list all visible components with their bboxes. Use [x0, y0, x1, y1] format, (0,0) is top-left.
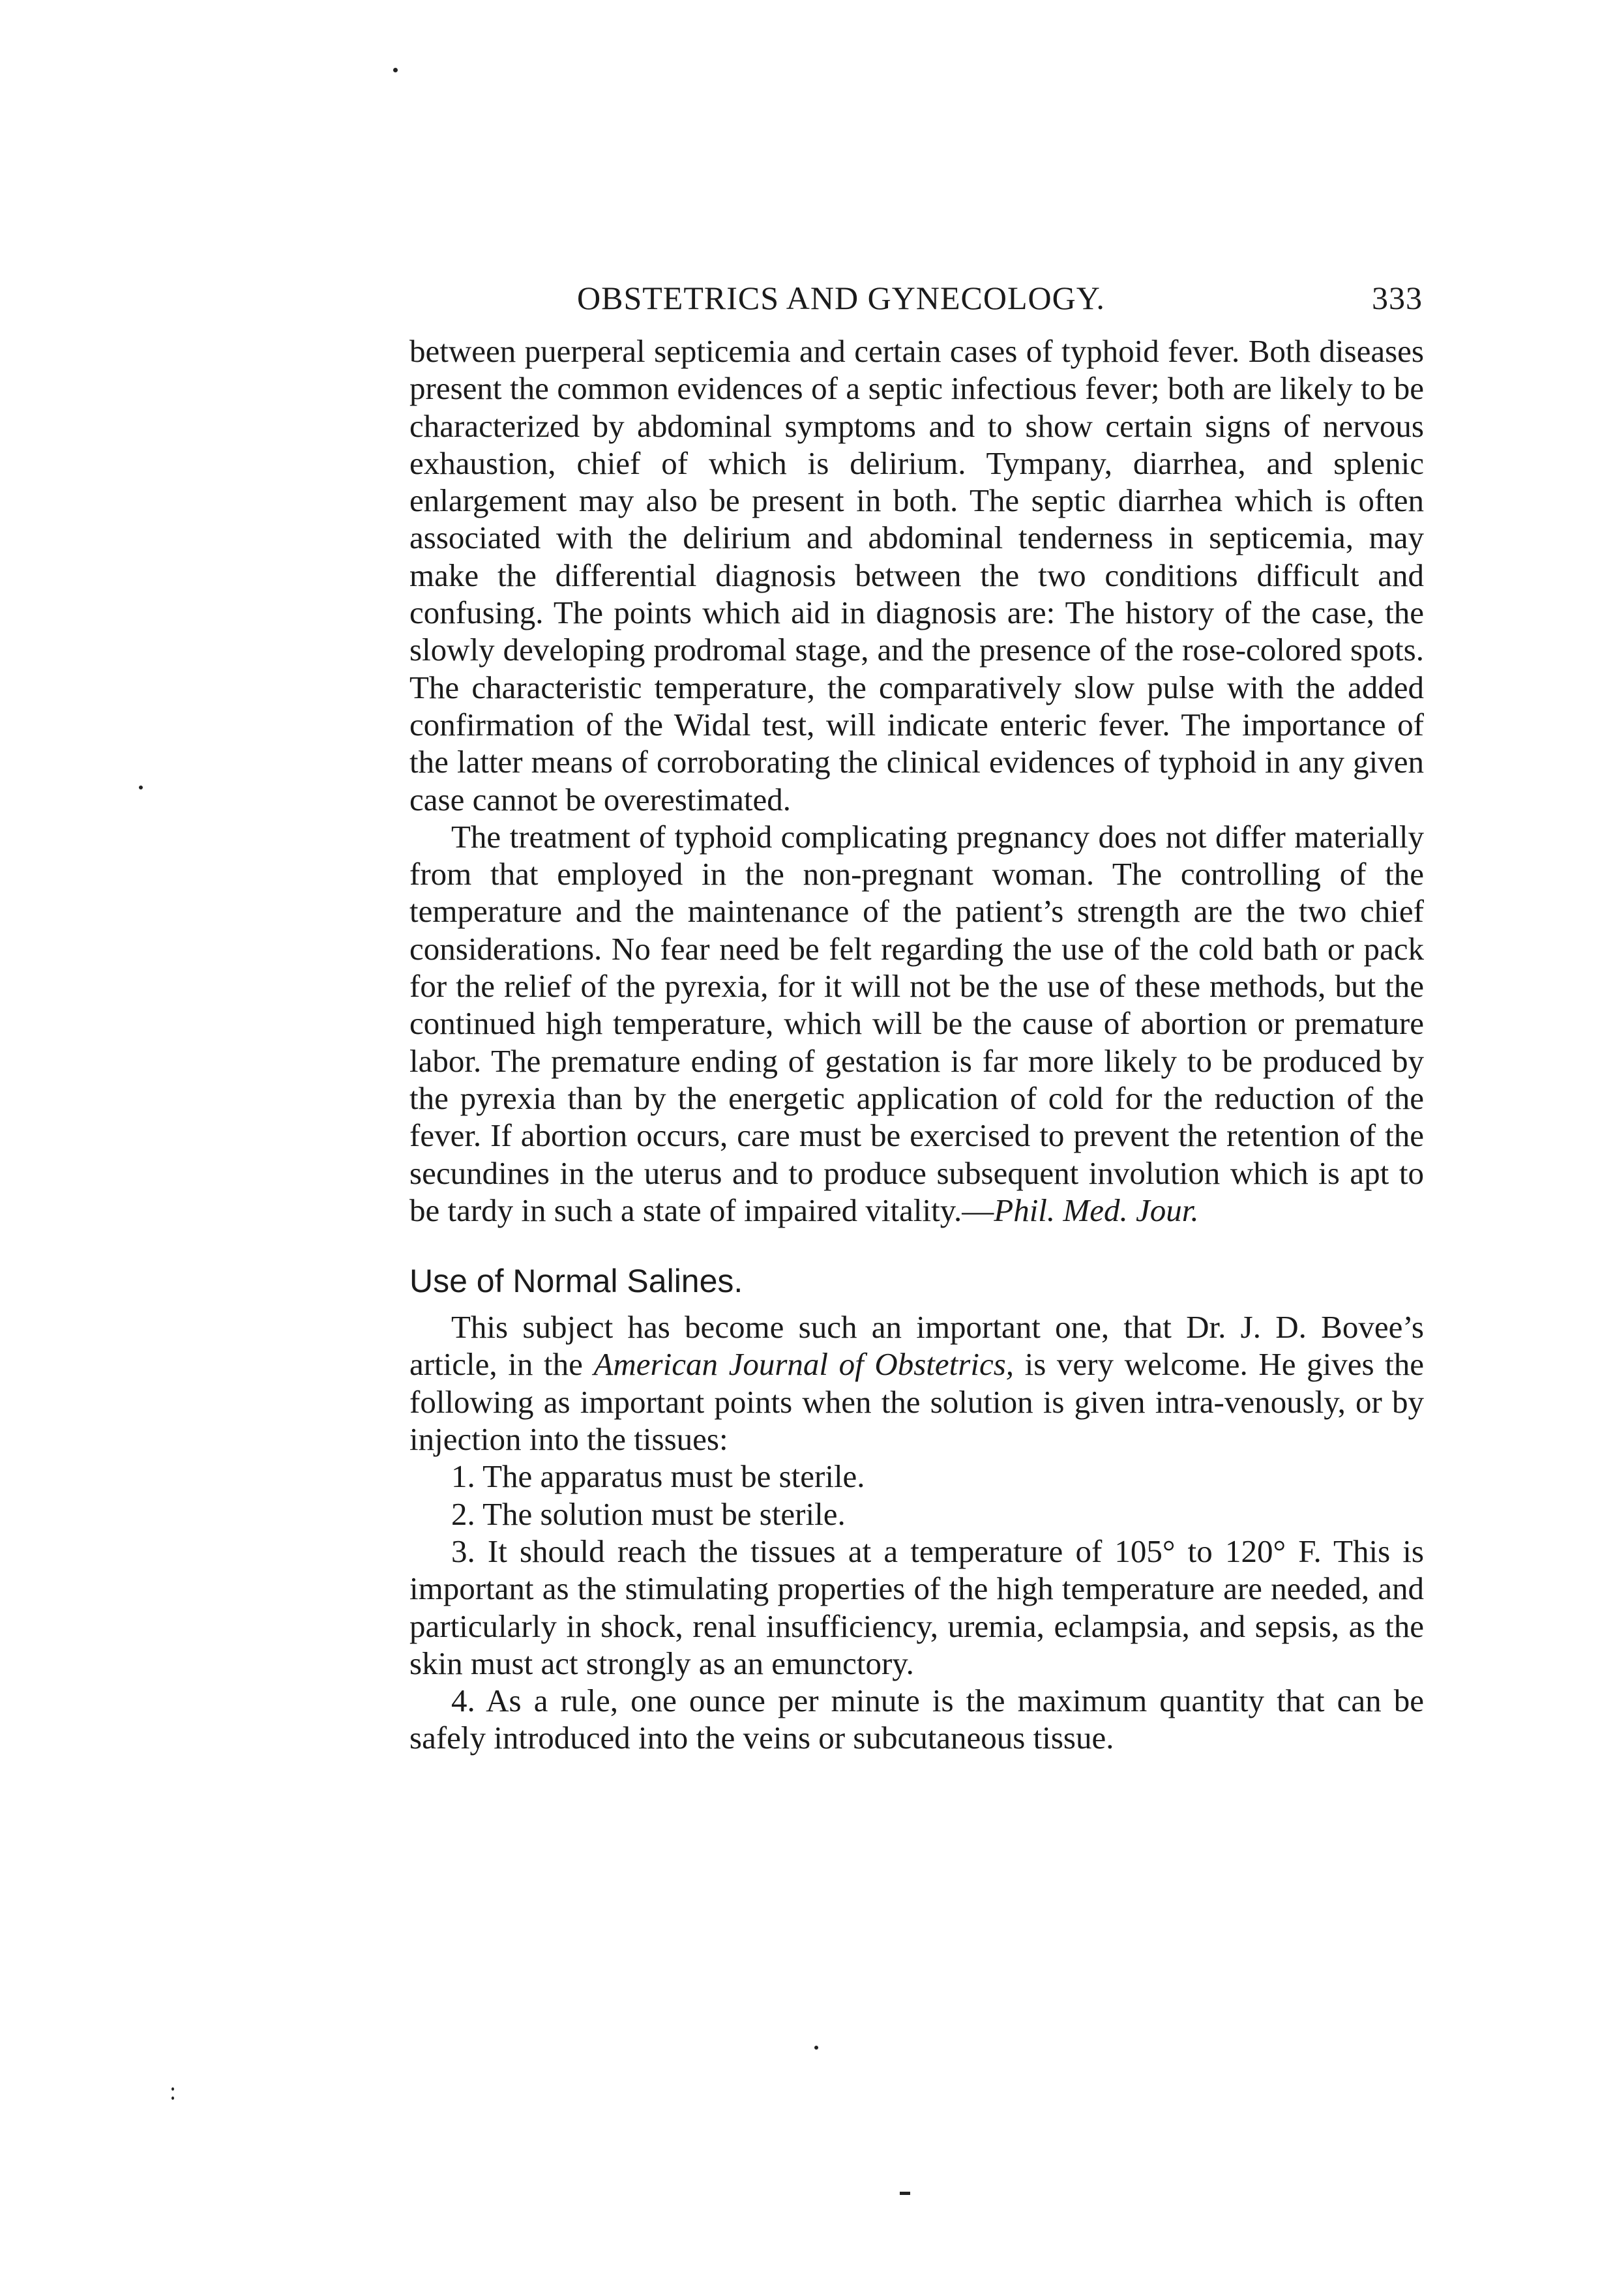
section-intro-start: This subject has become such an important one, that Dr. J. D. Bovee’s article, in the: [409, 1309, 1424, 1383]
page-number: 333: [1372, 280, 1423, 316]
list-item: 3. It should reach the tissues at a temperature of 105° to 120° F. This is important as the stimulating properties of the high temperature are needed, and particularly in shock, renal insufficiency, uremia, eclampsia, and sepsis, as the skin must act strongly as an emunctory.: [409, 1533, 1424, 1681]
paragraph-treatment: [409, 818, 1424, 1229]
scan-speck: [171, 2097, 174, 2100]
section-intro: [409, 1308, 1424, 1458]
body-text: [409, 332, 1424, 1757]
scan-speck: [814, 2046, 818, 2050]
paragraph-continuation: between puerperal septicemia and certain cases of typhoid fever. Both diseases present the common evidences of a septic infectious fever; both are likely to be characterized by abdominal symptoms and to show certain signs of nervous exhaustion, chief of which is delirium. Tympany, diarrhea, and splenic enlargement may also be present in both. The septic diarrhea which is often associated with the delirium and abdominal tenderness in septicemia, may make the differential diagnosis between the two conditions difficult and confusing. The points which aid in diagnosis are: The history of the case, the slowly developing prodromal stage, and the presence of the rose-colored spots. The characteristic temperature, the comparatively slow pulse with the added confirmation of the Widal test, will indicate enteric fever. The importance of the latter means of corroborating the clinical evidences of typhoid in any given case cannot be overestimated.: [409, 333, 1424, 817]
section-heading: Use of Normal Salines.: [409, 1263, 743, 1300]
running-head-title: OBSTETRICS AND GYNECOLOGY.: [577, 280, 1105, 316]
journal-title: American Journal of Obstetrics,: [593, 1346, 1015, 1383]
section-intro-end: is very welcome. He gives the following as important points when the solution is given intra-venously, or by injection into the tissues:: [409, 1346, 1424, 1458]
list-item: 4. As a rule, one ounce per minute is the maximum quantity that can be safely introduced into the veins or subcutaneous tissue.: [409, 1683, 1424, 1756]
scan-speck: [139, 786, 143, 789]
citation: Phil. Med. Jour.: [994, 1192, 1199, 1228]
scan-speck: [393, 68, 398, 72]
list-item: 2. The solution must be sterile.: [451, 1495, 846, 1532]
list-item: 1. The apparatus must be sterile.: [451, 1458, 865, 1495]
scan-mark: [900, 2192, 910, 2195]
scan-speck: [171, 2087, 174, 2091]
paragraph-treatment-text: The treatment of typhoid complicating pregnancy does not differ materially from that employed in the non-pregnant woman. The controlling of the temperature and the maintenance of the patient’s strength are the two chief considerations. No fear need be felt regarding the use of the cold bath or pack for the relief of the pyrexia, for it will not be the use of these methods, but the continued high temperature, which will be the cause of abortion or premature labor. The premature ending of gestation is far more likely to be produced by the pyrexia than by the energetic application of cold for the reduction of the fever. If abortion occurs, care must be exercised to prevent the retention of the secundines in the uterus and to produce subsequent involution which is apt to be tardy in such a state of impaired vitality.—: [409, 818, 1424, 1228]
running-head: [404, 279, 1423, 325]
